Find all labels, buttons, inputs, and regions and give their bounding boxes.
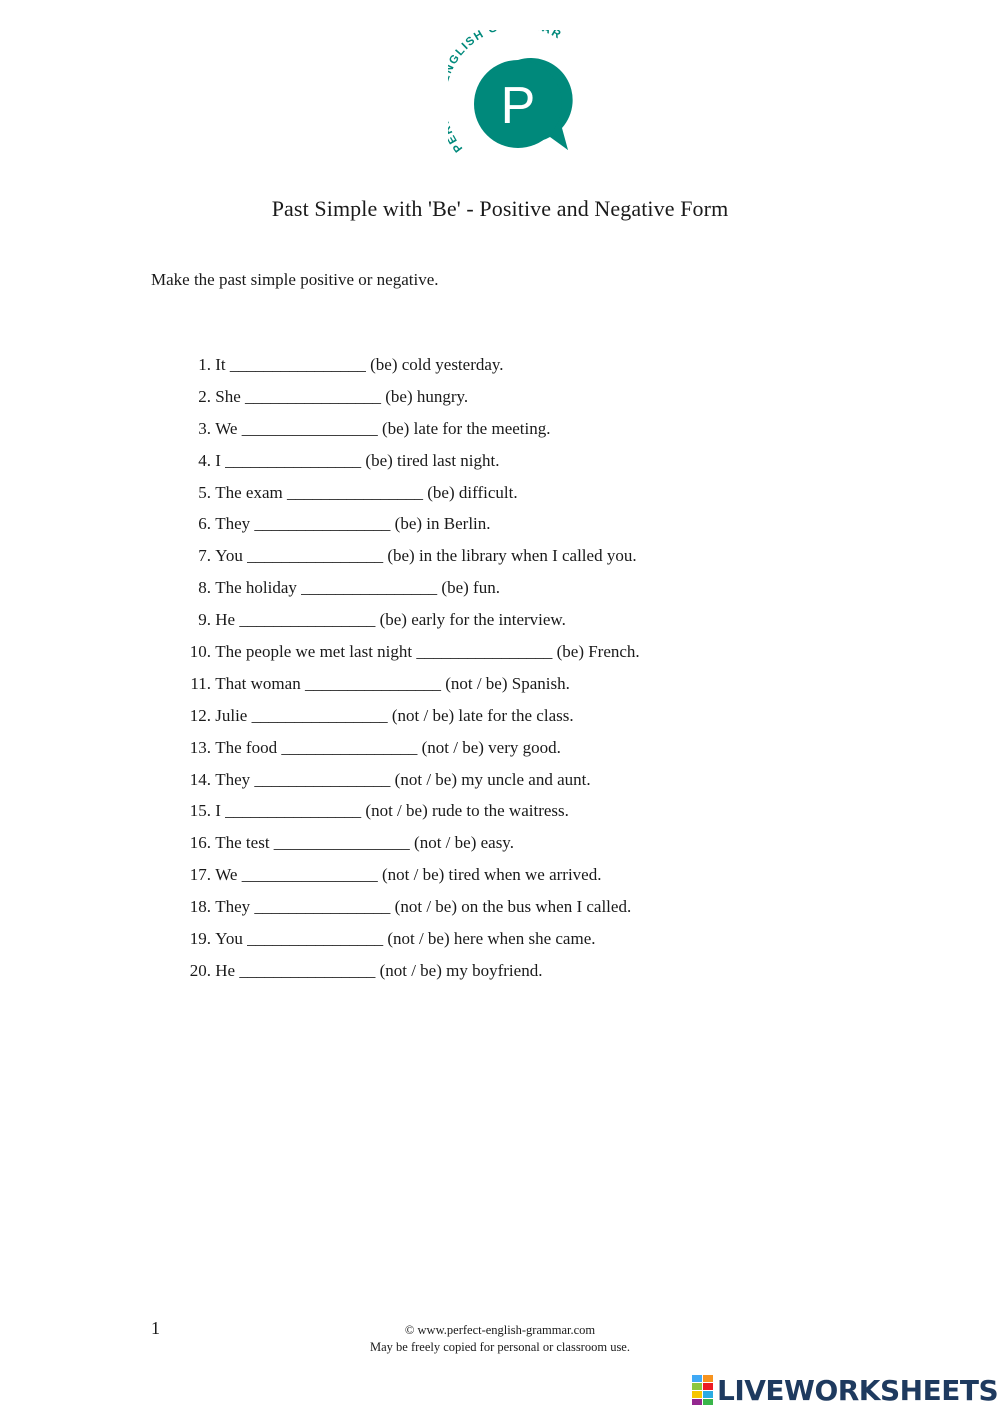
page-number: 1 [151,1318,160,1338]
exercise-item [176,799,640,831]
exercise-number: 16. [189,833,211,853]
exercise-number: 12. [189,705,211,725]
exercise-item [176,385,640,417]
exercise-item [176,449,640,481]
exercise-number: 2. [198,386,211,406]
exercise-number: 1. [198,355,211,374]
liveworksheets-icon [692,1375,714,1405]
speech-bubble-p-icon [448,30,578,160]
exercise-sentence: They ________________ (be) in Berlin. [215,514,491,534]
exercise-sentence: We ________________ (be) late for the meeting. [215,418,551,438]
exercise-item [176,863,640,895]
liveworksheets-brand[interactable] [692,1373,998,1407]
exercise-number: 14. [189,769,211,789]
exercise-item [176,353,640,385]
exercise-number: 13. [189,737,211,757]
exercise-item [176,768,640,800]
exercise-item [176,704,640,736]
exercise-sentence: You ________________ (not / be) here when she came. [215,929,596,949]
exercise-item [176,608,640,640]
exercise-item [176,895,640,927]
perfect-english-grammar-logo [448,30,578,160]
exercise-item [176,481,640,513]
exercise-sentence: The people we met last night ________________ (be) French. [215,642,640,662]
exercise-number: 18. [189,897,211,917]
exercise-sentence: She ________________ (be) hungry. [215,386,469,406]
svg-text:P: P [500,77,536,135]
exercise-sentence: Julie ________________ (not / be) late for the class. [215,705,574,725]
exercise-sentence: The food ________________ (not / be) very good. [215,737,561,757]
exercise-number: 7. [198,546,211,566]
exercise-sentence: I ________________ (be) tired last night. [215,450,500,470]
svg-text:PERFECT ENGLISH GRAMMAR: P GLISH R [448,30,564,155]
exercise-sentence: We ________________ (not / be) tired when we arrived. [215,865,602,885]
footer [0,1322,1000,1356]
exercise-item [176,576,640,608]
exercise-item [176,672,640,704]
exercise-number: 4. [198,450,211,470]
liveworksheets-wordmark: LIVEWORKSHEETS [717,1373,999,1407]
exercise-item [176,927,640,959]
exercise-item [176,640,640,672]
exercise-item [176,417,640,449]
exercise-number: 17. [189,865,211,885]
exercise-sentence: They ________________ (not / be) on the bus when I called. [215,897,632,917]
exercise-sentence: The exam ________________ (be) difficult. [215,482,518,502]
page-title: Past Simple with 'Be' - Positive and Negative Form [271,196,729,221]
instruction-text: Make the past simple positive or negative. [151,270,439,289]
exercise-number: 9. [198,610,211,630]
exercise-sentence: The test ________________ (not / be) easy. [215,833,514,853]
exercise-sentence: They ________________ (not / be) my uncle and aunt. [215,769,591,789]
exercise-number: 10. [189,642,211,662]
exercise-number: 19. [189,929,211,949]
exercise-sentence: The holiday ________________ (be) fun. [215,578,500,598]
exercise-item [176,959,640,991]
exercise-number: 3. [198,418,211,438]
exercise-sentence: That woman ________________ (not / be) Spanish. [215,673,570,693]
exercise-number: 11. [190,673,211,693]
exercise-number: 15. [189,801,211,821]
exercise-list [176,353,640,991]
exercise-sentence: I ________________ (not / be) rude to the waitress. [215,801,569,821]
exercise-item [176,512,640,544]
exercise-sentence: It ________________ (be) cold yesterday. [215,355,504,374]
exercise-item [176,736,640,768]
exercise-sentence: He ________________ (be) early for the interview. [215,610,566,630]
footer-license: May be freely copied for personal or classroom use. [370,1340,630,1354]
exercise-number: 8. [198,578,211,598]
exercise-sentence: You ________________ (be) in the library when I called you. [215,546,637,566]
footer-copyright: © www.perfect-english-grammar.com [404,1323,596,1337]
exercise-number: 20. [189,960,211,980]
exercise-sentence: He ________________ (not / be) my boyfriend. [215,960,543,980]
exercise-item [176,544,640,576]
exercise-number: 6. [198,514,211,534]
exercise-item [176,831,640,863]
exercise-number: 5. [198,482,211,502]
